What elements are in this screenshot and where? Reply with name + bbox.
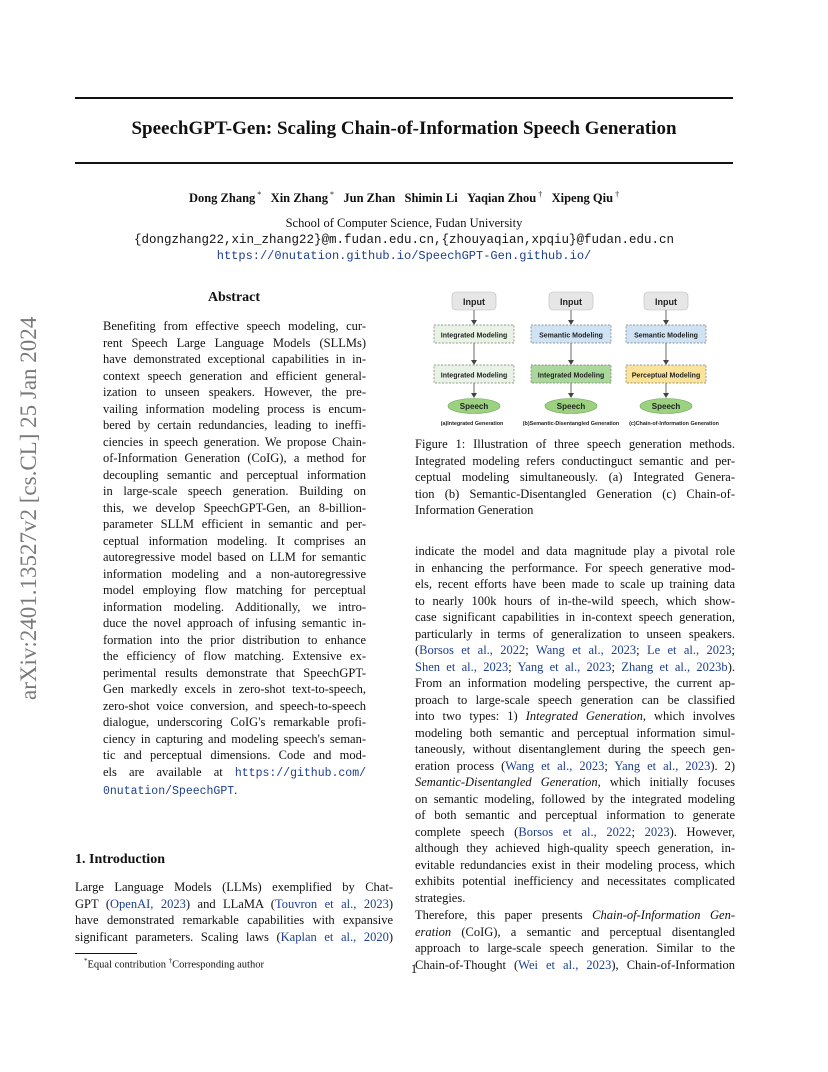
caption-line: Figure 1: Illustration of three speech generation methods. <box>415 437 735 451</box>
citation-link[interactable]: Yang et al., 2023 <box>614 758 711 773</box>
abstract-line: vailing information modeling process is encum- <box>103 401 366 416</box>
abstract-line: context speech generation and efficient general- <box>103 368 366 383</box>
author-name: Shimin Li <box>404 191 458 206</box>
abstract-code-suffix: . <box>234 783 238 797</box>
abstract-line: this, we develop SpeechGPT-Gen, an 8-billion- <box>103 500 366 515</box>
author-name: Yaqian Zhou <box>467 191 537 206</box>
flow-arrowhead <box>568 320 574 325</box>
citation-link[interactable]: Le et al., 2023 <box>646 643 732 657</box>
text-line: eration process (Wang et al., 2023; Yang et al., 2023). 2) <box>415 758 736 773</box>
emphasis-text: Integrated Generation <box>525 709 643 723</box>
text-line: GPT (OpenAI, 2023) and LLaMA (Touvron et al., 2023) <box>75 896 393 911</box>
citation-link[interactable]: Borsos et al., 2022 <box>419 643 526 657</box>
stage2-label: Perceptual Modeling <box>631 372 701 380</box>
text-line: in enhancing the performance. For speech generative mod- <box>415 560 735 575</box>
abstract-line: ciency in capturing and modeling speech's seman- <box>103 731 366 746</box>
text-line: modeling both semantic and perceptual information simul- <box>415 725 735 740</box>
stage1-label: Integrated Modeling <box>440 332 508 340</box>
page-number: 1 <box>410 962 418 976</box>
abstract-line: Gen markedly excels in zero-shot text-to-speech, <box>103 682 366 696</box>
author-name: Jun Zhan <box>343 191 396 206</box>
author-mark: † <box>613 190 620 199</box>
flow-arrowhead <box>568 393 574 398</box>
caption-line: Information Generation <box>415 503 534 517</box>
text-line: on semantic modeling, followed by the integrated modeling <box>415 791 735 806</box>
text-line: have demonstrated remarkable capabilities with expansive <box>75 913 393 927</box>
abstract-line: the efficiency of flow matching. Extensive ex- <box>103 649 366 663</box>
intro-heading: 1. Introduction <box>75 852 165 867</box>
code-link[interactable]: https://github.com/ <box>234 766 366 780</box>
intro-body-right-1 <box>415 543 735 906</box>
abstract-line: dialogue, underscoring CoIG's remarkable profi- <box>103 715 366 729</box>
stage2-label: Integrated Modeling <box>440 372 508 380</box>
citation-link[interactable]: Shen et al., 2023 <box>415 659 509 674</box>
intro-body <box>75 879 393 945</box>
author-list <box>75 190 733 206</box>
citation-link[interactable]: OpenAI, 2023 <box>110 896 186 911</box>
stage2-label: Integrated Modeling <box>537 372 605 380</box>
code-link[interactable]: 0nutation/SpeechGPT <box>103 785 235 798</box>
text-line: taneously, without disentanglement during the speech gen- <box>415 742 735 756</box>
text-line: strategies. <box>415 890 466 905</box>
citation-link[interactable]: Yang et al., 2023 <box>517 659 612 674</box>
figure-1-caption <box>415 436 735 519</box>
text-line: to nearly 100k hours of in-the-wild speech, which show- <box>415 593 735 608</box>
figure-1-diagram <box>418 290 736 430</box>
abstract-line: perimental results demonstrate that SpeechGPT- <box>103 665 366 680</box>
flow-arrowhead <box>471 360 477 365</box>
abstract-line: autoregressive model based on LLM for semantic <box>103 550 366 564</box>
footnote-rule <box>75 953 137 954</box>
footnote-mark-corr: † <box>168 957 173 965</box>
title-bottom-rule <box>75 162 733 164</box>
input-label: Input <box>463 297 485 307</box>
text-line: of both semantic and perceptual information to generate <box>415 808 735 822</box>
method-label: (c)Chain-of-Information Generation <box>629 421 719 427</box>
text-line: els, recent efforts have been made to scale up training data <box>415 577 735 591</box>
text-line: exhibits potential inefficiency and necessitates complicated <box>415 874 735 888</box>
citation-link[interactable]: Borsos et al., 2022 <box>518 824 632 839</box>
abstract-code-prefix: els are available at <box>103 764 235 779</box>
citation-link[interactable]: 2023 <box>644 824 670 839</box>
caption-line: tion (b) Semantic-Disentangled Generation (c) Chain-of- <box>415 486 735 501</box>
abstract-line: information modeling and a non-autoregressive <box>103 566 366 581</box>
flow-arrowhead <box>471 393 477 398</box>
abstract-line: of-Information Generation (CoIG), a method for <box>103 451 366 465</box>
footnote-mark-equal: * <box>84 957 88 965</box>
citation-link[interactable]: Touvron et al., 2023 <box>274 896 389 911</box>
citation-link[interactable]: Kaplan et al., 2020 <box>280 929 389 944</box>
text-line: evitable redundancies exist in their modeling process, which <box>415 857 735 872</box>
text-line: particularly in terms of generalization to unseen speakers. <box>415 626 735 641</box>
method-label: (b)Semantic-Disentangled Generation <box>522 421 620 427</box>
stage1-label: Semantic Modeling <box>539 332 603 340</box>
emphasis-text: Chain-of-Information Gen- <box>592 908 735 922</box>
input-label: Input <box>655 297 677 307</box>
text-line: significant parameters. Scaling laws (Kaplan et al., 2020) <box>75 929 393 944</box>
method-label: (a)Integrated Generation <box>440 421 504 427</box>
text-line: From an information modeling perspective, the current ap- <box>415 676 735 690</box>
speech-label: Speech <box>459 402 489 411</box>
abstract-line: in large-scale speech generation. Building on <box>103 484 366 498</box>
emphasis-text: Semantic-Disentangled Generation <box>415 775 598 789</box>
intro-body-right-2 <box>415 907 735 973</box>
text-line: into two types: 1) Integrated Generation, which involves <box>415 709 735 723</box>
text-line: although they achieved high-quality speech generation, in- <box>415 841 735 855</box>
abstract-heading: Abstract <box>207 290 261 305</box>
top-rule <box>75 97 733 99</box>
author-emails: {dongzhang22,xin_zhang22}@m.fudan.edu.cn,{zhouyaqian,xpqiu}@fudan.edu.cn <box>133 233 675 247</box>
affiliation: School of Computer Science, Fudan University <box>285 216 523 230</box>
abstract-line: formation into the prior distribution to enhance <box>103 632 366 647</box>
speech-label: Speech <box>651 402 681 411</box>
author-mark: * <box>255 190 262 199</box>
speech-label: Speech <box>556 402 586 411</box>
text-line: Therefore, this paper presents Chain-of-Information Gen- <box>415 908 735 922</box>
paper-title: SpeechGPT-Gen: Scaling Chain-of-Information Speech Generation <box>131 118 677 139</box>
flow-arrowhead <box>663 320 669 325</box>
arxiv-stamp: arXiv:2401.13527v2 [cs.CL] 25 Jan 2024 <box>16 316 41 700</box>
input-label: Input <box>560 297 582 307</box>
project-url[interactable]: https://0nutation.github.io/SpeechGPT-Gen.github.io/ <box>216 249 592 263</box>
abstract-line: rent Speech Large Language Models (SLLMs) <box>103 335 366 350</box>
text-line: Shen et al., 2023; Yang et al., 2023; Zhang et al., 2023b). <box>415 659 735 674</box>
abstract-line: tic and perceptual dimensions. Code and mod- <box>103 748 366 762</box>
text-line: Semantic-Disentangled Generation, which initially focuses <box>415 775 735 789</box>
abstract-line: Benefiting from effective speech modeling, cur- <box>103 319 366 333</box>
caption-line: ceptual modeling simultaneously. (a) Integrated Genera- <box>415 470 735 484</box>
text-line: Chain-of-Thought (Wei et al., 2023), Chain-of-Information <box>415 957 735 972</box>
footnote-equal-text: Equal contribution <box>87 959 169 971</box>
author-name: Xin Zhang <box>270 191 328 206</box>
abstract-body <box>103 318 366 801</box>
text-line: complete speech (Borsos et al., 2022; 2023). However, <box>415 824 735 839</box>
abstract-line <box>103 764 366 783</box>
abstract-line: duce the novel approach of infusing semantic in- <box>103 616 366 630</box>
text-line: eration (CoIG), a semantic and perceptual disentangled <box>415 924 735 939</box>
abstract-line: bered by certain redundancies, leading to ineffi- <box>103 418 366 432</box>
abstract-line: ization to unseen speakers. However, the pre- <box>103 385 366 399</box>
flow-arrowhead <box>471 320 477 325</box>
citation-link[interactable]: Wang et al., 2023 <box>535 643 637 657</box>
abstract-line: decoupling semantic and perceptual information <box>103 467 366 482</box>
abstract-line: model employing flow matching for perceptual <box>103 583 366 597</box>
citation-link[interactable]: Wei et al., 2023 <box>518 957 612 972</box>
abstract-line: have demonstrated exceptional capabilities in in- <box>103 352 366 366</box>
abstract-line: information modeling. Additionally, we intro- <box>103 599 366 614</box>
author-mark: * <box>328 190 334 199</box>
abstract-line: ciencies in speech generation. We propose Chain- <box>103 434 366 449</box>
author-mark: † <box>536 190 543 199</box>
emphasis-text: eration <box>415 924 452 939</box>
abstract-line: parameter SLLM efficient in semantic and per- <box>103 517 366 531</box>
author-name: Dong Zhang <box>188 191 256 206</box>
citation-link[interactable]: Zhang et al., 2023b <box>621 659 728 674</box>
abstract-line: zero-shot voice conversion, and speech-to-speech <box>103 698 366 713</box>
caption-line: Integrated modeling refers conductinguct semantic and per- <box>415 453 735 468</box>
text-line: approach to large-scale speech generation. Similar to the <box>415 941 735 955</box>
citation-link[interactable]: Wang et al., 2023 <box>505 758 605 773</box>
flow-arrowhead <box>568 360 574 365</box>
text-line: case significant capabilities in in-context speech generation, <box>415 610 735 624</box>
abstract-line: ceptual information modeling. It comprises an <box>103 533 366 548</box>
flow-arrowhead <box>663 393 669 398</box>
stage1-label: Semantic Modeling <box>634 332 698 340</box>
text-line: Large Language Models (LLMs) exemplified by Chat- <box>75 880 393 894</box>
text-line: (Borsos et al., 2022; Wang et al., 2023; Le et al., 2023; <box>415 643 735 657</box>
flow-arrowhead <box>663 360 669 365</box>
abstract-line <box>103 782 366 801</box>
text-line: indicate the model and data magnitude play a pivotal role <box>415 544 735 558</box>
text-line: proach to large-scale speech generation can be classified <box>415 692 735 707</box>
author-name: Xipeng Qiu <box>551 191 614 206</box>
footnote-corr-text: Corresponding author <box>172 959 264 971</box>
